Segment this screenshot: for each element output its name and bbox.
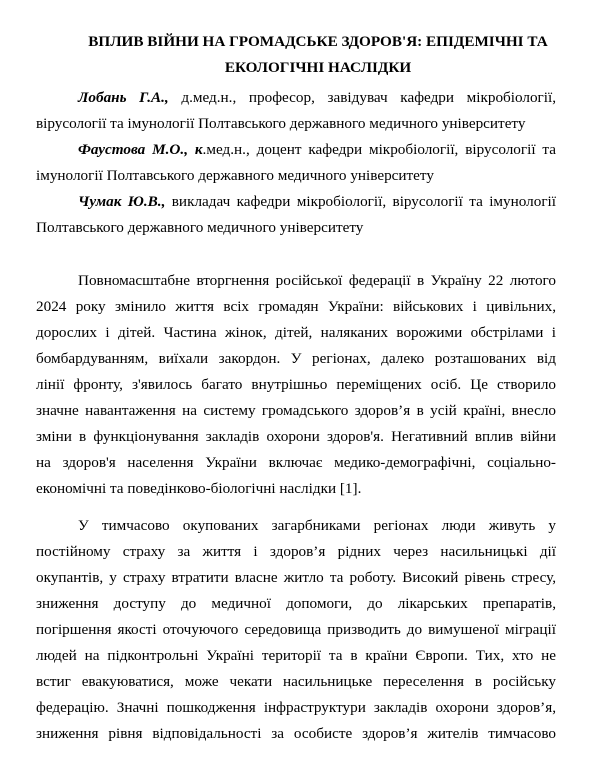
paragraph-2-line: зниження рівня відповідальності за особисте здоров’я жителів тимчасово <box>36 725 556 742</box>
paragraph-2-line: федерацію. Значні пошкодження інфраструктури закладів охорони здоров’я, <box>36 699 556 716</box>
paragraph-2-line: окупантів, у страху втратити власне житло та роботу. Високий рівень стресу, <box>36 569 556 586</box>
author-3-line-1 <box>78 193 556 210</box>
author-2-line-1 <box>78 141 556 158</box>
paragraph-1-line: лінії фронту, з'явилось багато внутрішньо переміщених осіб. Це створило <box>36 376 556 393</box>
author-3-name: Чумак Ю.В., <box>78 193 166 210</box>
paragraph-1-line: зміни в функціонування закладів охорони здоров'я. Негативний вплив війни <box>36 428 556 445</box>
paragraph-2-line: встиг евакуюватися, може чекати насильницьке переселення в російську <box>36 673 556 690</box>
paragraph-1-line: 2024 року змінило життя всіх громадян України: військових і цивільних, <box>36 298 556 315</box>
author-1-affiliation: д.мед.н., професор, завідувач кафедри мікробіології, <box>181 89 557 106</box>
document-title-line-1: ВПЛИВ ВІЙНИ НА ГРОМАДСЬКЕ ЗДОРОВ'Я: ЕПІДЕМІЧНІ ТА <box>88 33 548 50</box>
author-1-line-2: вірусології та імунології Полтавського державного медичного університету <box>36 115 526 132</box>
paragraph-1-line: дорослих і дітей. Частина жінок, дітей, наляканих ворожими обстрілами і <box>36 324 556 341</box>
paragraph-2-line: постійному страху за життя і здоров’я рідних через насильницькі дії <box>36 543 556 560</box>
paragraph-1-line: економічні та поведінково-біологічні наслідки [1]. <box>36 480 362 497</box>
paragraph-2-line: погіршення якості оточуючого середовища призводить до вимушеної міграції <box>36 621 556 638</box>
paragraph-1-line: бомбардуванням, виїхали закордон. У регіонах, далеко розташованих від <box>36 350 556 367</box>
author-3-line-2: Полтавського державного медичного університету <box>36 219 364 236</box>
paragraph-1-line: на здоров'я населення України включає медико-демографічні, соціально- <box>36 454 556 471</box>
author-3-affiliation: викладач кафедри мікробіології, вірусології та імунології <box>171 193 556 210</box>
document-title-line-2: ЕКОЛОГІЧНІ НАСЛІДКИ <box>224 59 412 76</box>
paragraph-1-line: значне навантаження на систему громадського здоров’я в усій країні, внесло <box>36 402 556 419</box>
author-1-name: Лобань Г.А., <box>78 89 169 106</box>
paragraph-2-line: людей на підконтрольні Україні території та в країни Європи. Тих, хто не <box>36 647 556 664</box>
author-2-name: Фаустова М.О., к <box>78 141 203 158</box>
author-1-line-1 <box>78 89 556 106</box>
author-2-affiliation: .мед.н., доцент кафедри мікробіології, вірусології та <box>202 141 556 158</box>
author-2-line-2: імунології Полтавського державного медичного університету <box>36 167 434 184</box>
paragraph-1-line: Повномасштабне вторгнення російської федерації в Україну 22 лютого <box>78 272 556 289</box>
paragraph-2-line: У тимчасово окупованих загарбниками регіонах люди живуть у <box>78 517 556 534</box>
paragraph-2-line: зниження доступу до медичної допомоги, до лікарських препаратів, <box>36 595 556 612</box>
